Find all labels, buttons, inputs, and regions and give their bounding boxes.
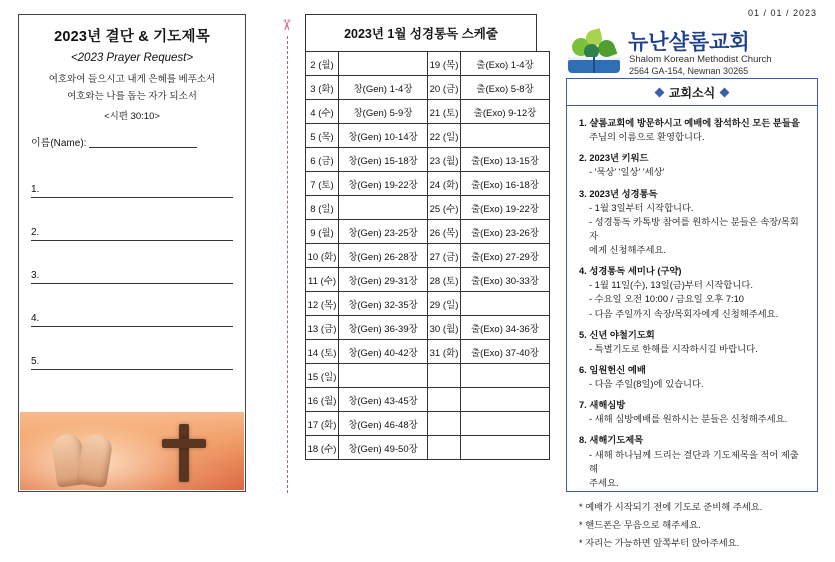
schedule-left-reading: 창(Gen) 43-45장 (339, 388, 428, 412)
schedule-left-reading: 창(Gen) 36-39장 (339, 316, 428, 340)
schedule-title: 2023년 1월 성경통독 스케줄 (305, 14, 537, 51)
church-name-korean: 뉴난샬롬교회 (628, 31, 750, 54)
schedule-right-reading (461, 412, 550, 436)
prayer-subtitle: <2023 Prayer Request> (70, 52, 194, 64)
schedule-left-day: 17 (화) (306, 412, 339, 436)
church-name-english: Shalom Korean Methodist Church (629, 54, 772, 65)
diamond-icon (654, 87, 664, 97)
schedule-left-reading: 창(Gen) 40-42장 (339, 340, 428, 364)
news-item-detail: - 다음 주일(8일)에 있습니다. (589, 379, 704, 389)
schedule-right-reading: 출(Exo) 37-40장 (461, 340, 550, 364)
news-item (579, 328, 807, 356)
schedule-right-day: 30 (월) (428, 316, 461, 340)
schedule-left-day: 11 (수) (306, 268, 339, 292)
schedule-table (305, 51, 550, 460)
schedule-left-day: 8 (일) (306, 196, 339, 220)
prayer-line-item[interactable] (31, 241, 233, 284)
schedule-right-reading: 출(Exo) 16-18장 (461, 172, 550, 196)
schedule-right-day: 31 (화) (428, 340, 461, 364)
prayer-lines (19, 155, 245, 370)
news-item-title: 3. 2023년 성경통독 (579, 188, 658, 199)
news-body (567, 106, 817, 562)
schedule-right-day: 27 (금) (428, 244, 461, 268)
table-row (306, 196, 550, 220)
news-item-detail: - 1월 11일(수), 13일(금)부터 시작합니다. (589, 280, 753, 291)
table-row (306, 388, 550, 412)
schedule-right-reading: 출(Exo) 1-4장 (461, 52, 550, 76)
schedule-right-reading: 출(Exo) 13-15장 (461, 148, 550, 172)
prayer-line-item[interactable] (31, 284, 233, 327)
schedule-left-reading: 창(Gen) 10-14장 (339, 124, 428, 148)
schedule-right-day: 22 (일) (428, 124, 461, 148)
news-item-detail: - 새해 심방예배를 원하시는 분들은 신청해주세요. (589, 414, 788, 425)
table-row (306, 172, 550, 196)
schedule-right-day: 28 (토) (428, 268, 461, 292)
schedule-right-reading (461, 436, 550, 460)
table-row (306, 148, 550, 172)
prayer-line-number: 4. (31, 313, 40, 325)
schedule-left-day: 15 (일) (306, 364, 339, 388)
schedule-left-reading (339, 196, 428, 220)
schedule-left-day: 12 (목) (306, 292, 339, 316)
schedule-right-reading: 출(Exo) 5-8장 (461, 76, 550, 100)
schedule-right-reading (461, 292, 550, 316)
table-row (306, 340, 550, 364)
table-row (306, 364, 550, 388)
schedule-right-reading: 출(Exo) 30-33장 (461, 268, 550, 292)
church-logo-icon (566, 28, 622, 76)
schedule-left-reading: 창(Gen) 46-48장 (339, 412, 428, 436)
news-item-detail: 주님의 이름으로 환영합니다. (589, 132, 705, 143)
church-news-panel (566, 78, 818, 549)
cross-icon (160, 424, 208, 482)
news-item-detail: 에게 신청해주세요. (589, 245, 667, 255)
schedule-left-day: 3 (화) (306, 76, 339, 100)
schedule-right-day: 23 (월) (428, 148, 461, 172)
prayer-line-number: 2. (31, 227, 40, 239)
news-item-title: 8. 새해기도제목 (579, 435, 644, 446)
schedule-right-day (428, 388, 461, 412)
prayer-verse-line-2: 여호와는 나를 돕는 자가 되소서 (67, 90, 197, 102)
news-item-detail: - 특별기도로 한해를 시작하시길 바랍니다. (589, 343, 758, 354)
table-row (306, 220, 550, 244)
schedule-right-reading: 출(Exo) 9-12장 (461, 100, 550, 124)
news-header-label: 교회소식 (668, 85, 716, 100)
news-item (579, 187, 807, 258)
praying-hands-icon (46, 430, 124, 486)
issue-date: 01 / 01 / 2023 (747, 8, 817, 18)
schedule-left-reading (339, 364, 428, 388)
table-row (306, 436, 550, 460)
news-header (567, 79, 817, 106)
bible-reading-schedule (305, 14, 537, 460)
name-field-row (31, 134, 245, 149)
church-header (566, 28, 818, 74)
news-item-detail: - 1월 3일부터 시작합니다. (589, 202, 694, 213)
schedule-left-reading: 창(Gen) 49-50장 (339, 436, 428, 460)
news-item (579, 151, 807, 179)
schedule-left-day: 18 (수) (306, 436, 339, 460)
schedule-right-day (428, 436, 461, 460)
schedule-left-day: 4 (수) (306, 100, 339, 124)
news-item (579, 264, 807, 321)
schedule-right-day: 24 (화) (428, 172, 461, 196)
news-item-title: 4. 성경통독 세미나 (구약) (579, 266, 682, 277)
schedule-left-day: 16 (월) (306, 388, 339, 412)
news-footnotes (579, 500, 807, 550)
schedule-right-day: 29 (일) (428, 292, 461, 316)
schedule-left-reading: 창(Gen) 29-31장 (339, 268, 428, 292)
table-row (306, 244, 550, 268)
name-input-line[interactable] (89, 136, 197, 148)
schedule-right-reading: 출(Exo) 23-26장 (461, 220, 550, 244)
news-item-detail: - 성경통독 카톡방 참여를 원하시는 분들은 속장/목회자 (589, 216, 799, 241)
news-item-detail: - 새해 하나님께 드리는 결단과 기도제목을 적어 제출해 (589, 449, 799, 474)
logo-bible-icon (568, 57, 620, 73)
prayer-line-number: 5. (31, 356, 40, 368)
news-footnote: * 자리는 가능하면 앞쪽부터 앉아주세요. (579, 538, 740, 549)
prayer-request-panel (18, 14, 246, 492)
name-label: 이름(Name): (31, 138, 87, 150)
news-item-title: 2. 2023년 키워드 (579, 153, 649, 164)
schedule-right-day: 21 (토) (428, 100, 461, 124)
schedule-left-reading: 창(Gen) 1-4장 (339, 76, 428, 100)
schedule-left-day: 5 (목) (306, 124, 339, 148)
schedule-left-reading: 창(Gen) 19-22장 (339, 172, 428, 196)
news-item (579, 363, 807, 391)
church-address: 2564 GA-154, Newnan 30265 (629, 66, 749, 76)
table-row (306, 292, 550, 316)
news-item-title: 5. 신년 야철기도회 (579, 329, 655, 340)
news-footnote: * 핸드폰은 무음으로 해주세요. (579, 520, 701, 530)
schedule-left-day: 9 (월) (306, 220, 339, 244)
schedule-right-day: 19 (목) (428, 52, 461, 76)
cut-line-divider (287, 36, 288, 493)
news-item-title: 1. 샬롬교회에 방문하시고 예배에 참석하신 모든 분들을 (579, 118, 800, 128)
schedule-left-day: 7 (토) (306, 172, 339, 196)
prayer-verse-reference: <시편 30:10> (104, 111, 160, 123)
prayer-title: 2023년 결단 & 기도제목 (54, 29, 210, 45)
schedule-right-reading: 출(Exo) 34-36장 (461, 316, 550, 340)
schedule-right-day: 20 (금) (428, 76, 461, 100)
schedule-right-reading (461, 388, 550, 412)
table-row (306, 268, 550, 292)
news-item-title: 7. 새해심방 (579, 400, 626, 411)
news-item (579, 398, 807, 426)
prayer-line-item[interactable] (31, 327, 233, 370)
news-item-detail: 주세요. (589, 477, 619, 488)
table-row (306, 76, 550, 100)
table-row (306, 100, 550, 124)
prayer-line-item[interactable] (31, 155, 233, 198)
schedule-left-day: 6 (금) (306, 148, 339, 172)
schedule-left-reading: 창(Gen) 15-18장 (339, 148, 428, 172)
prayer-line-number: 3. (31, 270, 40, 282)
table-row (306, 412, 550, 436)
schedule-right-reading (461, 364, 550, 388)
prayer-illustration (20, 412, 244, 490)
schedule-left-day: 13 (금) (306, 316, 339, 340)
prayer-verse-line-1: 여호와여 들으시고 내게 은혜를 베푸소서 (48, 74, 216, 85)
news-item (579, 116, 807, 144)
schedule-right-reading (461, 124, 550, 148)
schedule-left-reading: 창(Gen) 32-35장 (339, 292, 428, 316)
schedule-left-day: 14 (토) (306, 340, 339, 364)
schedule-left-reading: 창(Gen) 26-28장 (339, 244, 428, 268)
schedule-right-day: 25 (수) (428, 196, 461, 220)
schedule-left-reading: 창(Gen) 5-9장 (339, 100, 428, 124)
news-item-title: 6. 임원헌신 예배 (579, 364, 646, 375)
table-row (306, 52, 550, 76)
news-item-detail: - 다음 주일까지 속장/목회자에게 신청해주세요. (589, 308, 779, 319)
schedule-left-day: 2 (월) (306, 52, 339, 76)
prayer-line-item[interactable] (31, 198, 233, 241)
schedule-right-day (428, 364, 461, 388)
table-row (306, 124, 550, 148)
news-item-detail: - '묵상' '일상' '세상' (589, 167, 665, 178)
schedule-right-reading: 출(Exo) 19-22장 (461, 196, 550, 220)
prayer-line-number: 1. (31, 184, 40, 196)
schedule-right-day (428, 412, 461, 436)
scissors-icon: ✂ (277, 18, 295, 32)
news-item-detail: - 수요일 오전 10:00 / 금요일 오후 7:10 (589, 294, 744, 305)
news-item (579, 433, 807, 490)
table-row (306, 316, 550, 340)
diamond-icon (720, 87, 730, 97)
news-header-ribbon (656, 84, 728, 101)
news-footnote: * 예배가 시작되기 전에 기도로 준비해 주세요. (579, 501, 763, 512)
schedule-left-reading (339, 52, 428, 76)
schedule-right-reading: 출(Exo) 27-29장 (461, 244, 550, 268)
schedule-left-day: 10 (화) (306, 244, 339, 268)
schedule-left-reading: 창(Gen) 23-25장 (339, 220, 428, 244)
schedule-right-day: 26 (목) (428, 220, 461, 244)
